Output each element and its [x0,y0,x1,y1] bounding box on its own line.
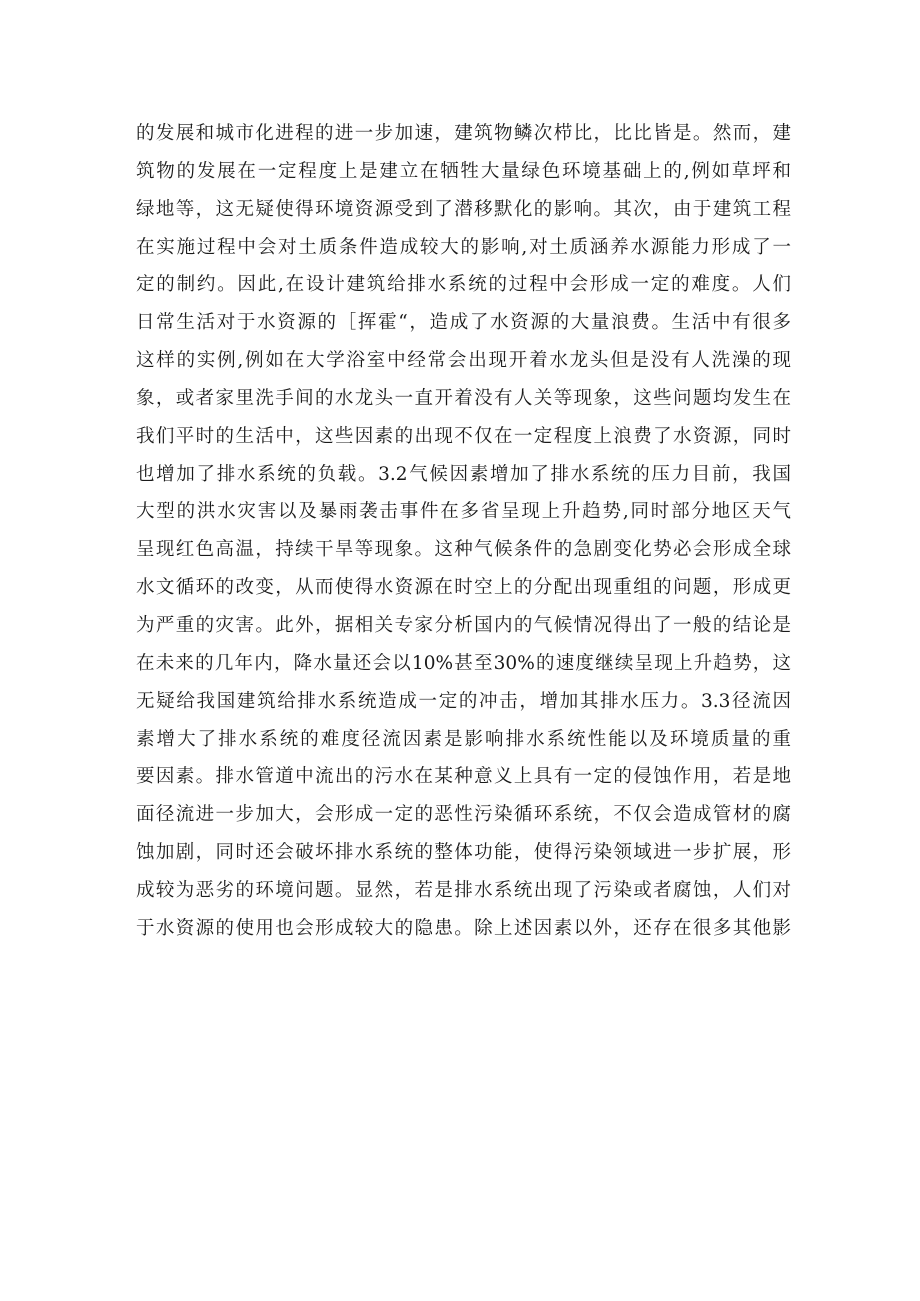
text-line-19: 面径流进一步加大，会形成一定的恶性污染循环系统，不仅会造成管材的腐 [136,804,791,826]
body-text [136,115,791,948]
text-line-10: 也增加了排水系统的负载。3.2气候因素增加了排水系统的压力目前，我国 [136,463,791,485]
text-line-18: 要因素。排水管道中流出的污水在某种意义上具有一定的侵蚀作用，若是地 [136,766,791,788]
text-line-8: 象，或者家里洗手间的水龙头一直开着没有人关等现象，这些问题均发生在 [136,387,791,409]
text-line-21: 成较为恶劣的环境问题。显然，若是排水系统出现了污染或者腐蚀，人们对 [136,879,791,901]
text-line-3: 绿地等，这无疑使得环境资源受到了潜移默化的影响。其次，由于建筑工程 [136,198,791,220]
text-line-16: 无疑给我国建筑给排水系统造成一定的冲击，增加其排水压力。3.3径流因 [136,690,791,712]
text-line-4: 在实施过程中会对土质条件造成较大的影响,对土质涵养水源能力形成了一 [136,236,791,258]
text-line-22: 于水资源的使用也会形成较大的隐患。除上述因素以外，还存在很多其他影 [136,917,791,939]
text-line-20: 蚀加剧，同时还会破坏排水系统的整体功能，使得污染领域进一步扩展，形 [136,842,791,864]
text-line-15: 在未来的几年内，降水量还会以10%甚至30%的速度继续呈现上升趋势，这 [136,652,791,674]
text-line-14: 为严重的灾害。此外，据相关专家分析国内的气候情况得出了一般的结论是 [136,614,791,636]
text-line-11: 大型的洪水灾害以及暴雨袭击事件在多省呈现上升趋势,同时部分地区天气 [136,501,791,523]
text-line-2: 筑物的发展在一定程度上是建立在牺牲大量绿色环境基础上的,例如草坪和 [136,160,791,182]
text-line-7: 这样的实例,例如在大学浴室中经常会出现开着水龙头但是没有人洗澡的现 [136,350,791,372]
text-line-13: 水文循环的改变，从而使得水资源在时空上的分配出现重组的问题，形成更 [136,577,791,599]
text-line-17: 素增大了排水系统的难度径流因素是影响排水系统性能以及环境质量的重 [136,728,791,750]
text-line-5: 定的制约。因此,在设计建筑给排水系统的过程中会形成一定的难度。人们 [136,274,791,296]
text-line-6: 日常生活对于水资源的［挥霍“，造成了水资源的大量浪费。生活中有很多 [136,312,791,334]
text-line-9: 我们平时的生活中，这些因素的出现不仅在一定程度上浪费了水资源，同时 [136,425,791,447]
text-line-1: 的发展和城市化进程的进一步加速，建筑物鳞次栉比，比比皆是。然而，建 [136,123,791,144]
text-line-12: 呈现红色高温，持续干旱等现象。这种气候条件的急剧变化势必会形成全球 [136,539,791,561]
